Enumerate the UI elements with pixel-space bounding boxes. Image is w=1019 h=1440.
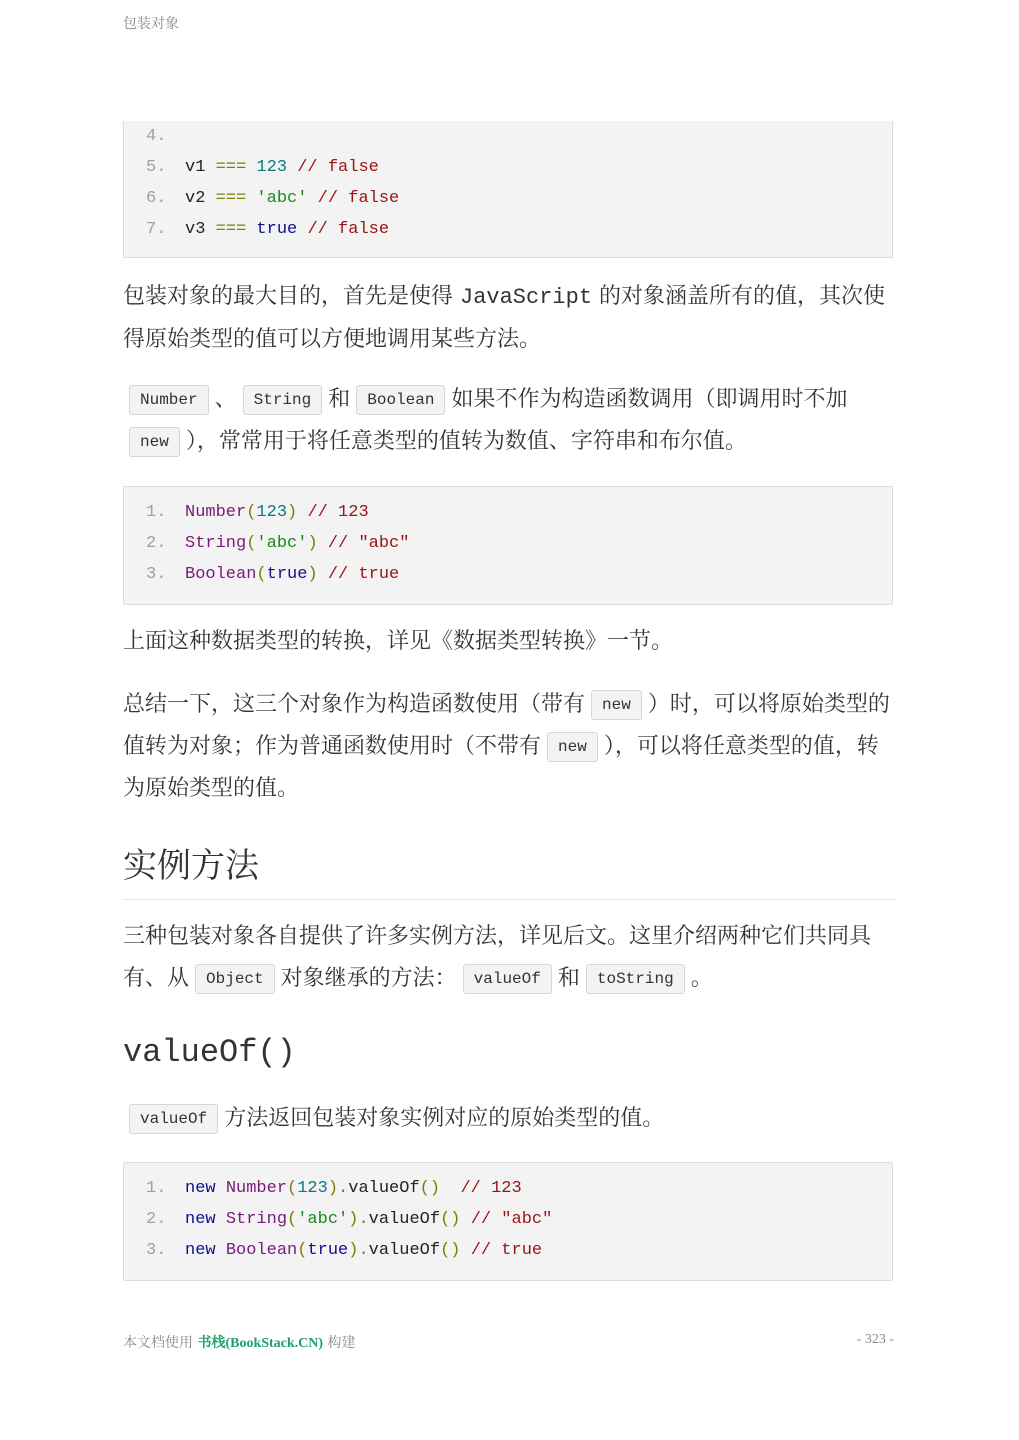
inline-mono-text: JavaScript (460, 285, 593, 310)
inline-code: new (129, 427, 180, 457)
line-number: 2. (146, 1210, 167, 1229)
line-number: 1. (146, 1179, 167, 1198)
code-text: v2 === 'abc' // false (185, 189, 400, 208)
brand-link[interactable]: 书栈(BookStack.CN) (197, 1336, 324, 1351)
inline-code: valueOf (463, 964, 552, 994)
paragraph: 三种包装对象各自提供了许多实例方法，详见后文。这里介绍两种它们共同具有、从 Object 对象继承的方法： valueOf 和 toString 。 (123, 916, 898, 1000)
line-number: 3. (146, 565, 167, 584)
inline-code: toString (586, 964, 685, 994)
inline-code: String (243, 385, 323, 415)
inline-code: Boolean (356, 385, 445, 415)
line-number: 1. (146, 503, 167, 522)
code-text: v1 === 123 // false (185, 158, 379, 177)
code-block (123, 1162, 893, 1281)
inline-code: new (547, 732, 598, 762)
line-number: 7. (146, 220, 167, 239)
line-number: 4. (146, 127, 167, 146)
code-text: Number(123) // 123 (185, 503, 369, 522)
code-text: String('abc') // "abc" (185, 534, 410, 553)
code-text: Boolean(true) // true (185, 565, 400, 584)
section-heading: 实例方法 (123, 838, 895, 900)
code-block (123, 121, 893, 258)
subsection-heading: valueOf() (123, 1034, 296, 1071)
page-number: - 323 - (856, 1332, 894, 1347)
code-text: new Boolean(true).valueOf() // true (185, 1241, 543, 1260)
paragraph: Number 、 String 和 Boolean 如果不作为构造函数调用（即调用时不加new ），常常用于将任意类型的值转为数值、字符串和布尔值。 (123, 379, 898, 463)
line-number: 6. (146, 189, 167, 208)
paragraph: valueOf 方法返回包装对象实例对应的原始类型的值。 (123, 1098, 898, 1140)
inline-code: valueOf (129, 1104, 218, 1134)
paragraph: 总结一下，这三个对象作为构造函数使用（带有 new ）时，可以将原始类型的值转为对象；作为普通函数使用时（不带有 new ），可以将任意类型的值，转为原始类型的值。 (123, 692, 890, 801)
footer-credit: 本文档使用 书栈(BookStack.CN) 构建 (123, 1335, 356, 1351)
line-number: 5. (146, 158, 167, 177)
inline-code: Object (195, 964, 275, 994)
code-text: new Number(123).valueOf() // 123 (185, 1179, 522, 1198)
code-text: v3 === true // false (185, 220, 390, 239)
running-header: 包装对象 (123, 16, 179, 32)
inline-code: Number (129, 385, 209, 415)
line-number: 3. (146, 1241, 167, 1260)
paragraph: 包装对象的最大目的，首先是使得 JavaScript 的对象涵盖所有的值，其次使得原始类型的值可以方便地调用某些方法。 (123, 284, 886, 352)
code-text: new String('abc').valueOf() // "abc" (185, 1210, 553, 1229)
line-number: 2. (146, 534, 167, 553)
inline-code: new (591, 690, 642, 720)
code-block (123, 486, 893, 605)
paragraph: 上面这种数据类型的转换，详见《数据类型转换》一节。 (123, 629, 674, 654)
